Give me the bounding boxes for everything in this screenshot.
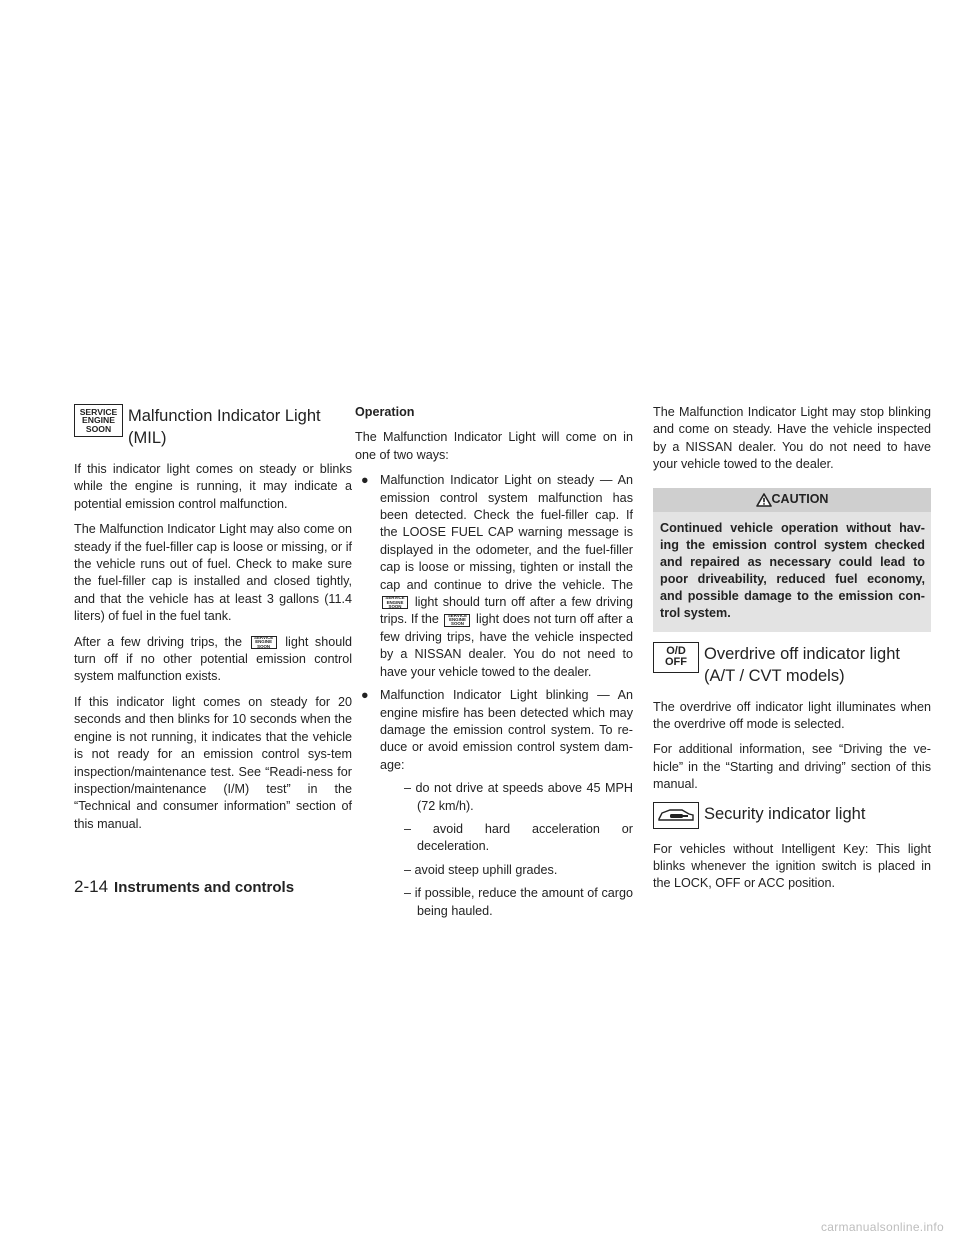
list-item	[355, 472, 633, 681]
dash-list	[380, 780, 633, 920]
column-2	[355, 404, 633, 926]
caution-title: CAUTION	[771, 491, 829, 506]
mil-paragraph-2: The Malfunction Indicator Light may also come on steady if the fuel-filler cap is loose or missing, or if the vehicle runs out of fuel. Check to make sure the fuel-filler cap is installed and closed tightly, and that the vehicle has at least 3 gallons (11.4 liters) of fuel in the fuel tank.	[74, 522, 352, 624]
icon-text-engine: ENGINE	[255, 639, 273, 645]
dash-mark: –	[404, 862, 412, 877]
bullet-1-text-c: light does not turn off after a few driving trips, have the vehicle inspected by a NISSAN dealer. You do not need to have your vehicle towed to the dealer.	[380, 612, 634, 679]
od-paragraph-2: For additional information, see “Driving the ve-hicle” in the “Starting and driving” section of this manual.	[653, 742, 931, 792]
list-item	[380, 862, 633, 879]
service-engine-soon-icon	[251, 636, 277, 649]
bullet-1-text-b: light should turn off after a few driving trips. If the	[380, 595, 633, 627]
icon-text-soon: SOON	[85, 423, 112, 434]
mil-title: Malfunction Indicator Light (MIL)	[128, 407, 321, 447]
caution-box	[653, 488, 931, 632]
dash-item-3: avoid steep uphill grades.	[414, 862, 558, 877]
icon-text-soon: SOON	[388, 603, 402, 609]
list-item	[355, 687, 633, 920]
section-title: Instruments and controls	[114, 879, 295, 896]
icon-text-service: SERVICE	[79, 406, 118, 417]
icon-text-soon: SOON	[257, 643, 271, 649]
list-item	[380, 885, 633, 920]
dash-mark: –	[404, 886, 412, 901]
dash-mark: –	[404, 781, 412, 796]
icon-text-od: O/D	[666, 645, 686, 658]
bullet-icon: ●	[361, 473, 369, 488]
list-item	[380, 821, 633, 856]
icon-text-engine: ENGINE	[82, 415, 115, 426]
watermark-text: carmanualsonline.info	[820, 1220, 944, 1234]
bullet-2-text: Malfunction Indicator Light blinking — An engine misfire has been detected which may damage the emission control system. To re-duce or avoid emission control system dam-age:	[380, 688, 633, 772]
page-footer	[74, 877, 294, 897]
car-key-icon	[656, 805, 696, 825]
service-engine-soon-icon	[444, 614, 470, 627]
column-3	[653, 404, 931, 901]
service-engine-soon-icon	[382, 596, 408, 609]
operation-intro: The Malfunction Indicator Light will come on in one of two ways:	[355, 430, 633, 462]
security-title: Security indicator light	[704, 804, 866, 823]
mil-paragraph-1: If this indicator light comes on steady or blinks while the engine is running, it may indicate a potential emission control malfunction.	[74, 462, 352, 511]
bullet-icon: ●	[361, 688, 369, 703]
mil-paragraph-4: If this indicator light comes on steady for 20 seconds and then blinks for 10 seconds when the engine is not running, it indicates that the vehicle is not ready for an emission control sys-tem inspection/maintenance test. See “Readi-ness for inspection/maintenance (I/M) test” in the “Technical and consumer information” section of this manual.	[74, 694, 352, 831]
list-item	[380, 780, 633, 815]
warning-triangle-icon	[756, 493, 772, 507]
dash-mark: –	[404, 821, 412, 836]
icon-text-soon: SOON	[451, 621, 464, 627]
icon-text-service: SERVICE	[447, 612, 468, 618]
service-engine-soon-icon	[74, 404, 123, 437]
od-heading	[653, 642, 931, 687]
bullet-1-text-a: Malfunction Indicator Light on steady — An emission control system malfunction has been detected. Check the fuel-filler cap. If the LOOSE FUEL CAP warning message is displayed in the odometer, and the fuel-filler cap is loose or missing, tighten or install the cap and continue to drive the vehicle. The	[380, 473, 633, 592]
security-paragraph-1: For vehicles without Intelligent Key: This light blinks whenever the ignition switch is placed in the LOCK, OFF or ACC position.	[653, 841, 931, 891]
dash-item-2: avoid hard acceleration or deceleration.	[417, 821, 633, 854]
mil-heading	[74, 404, 352, 449]
icon-text-engine: ENGINE	[449, 616, 466, 622]
security-heading	[653, 802, 931, 829]
operation-list	[355, 472, 633, 920]
od-title: Overdrive off indicator light (A/T / CVT models)	[704, 644, 900, 685]
od-paragraph-1: The overdrive off indicator light illuminates when the overdrive off mode is selected.	[653, 699, 931, 732]
icon-text-engine: ENGINE	[386, 599, 404, 605]
operation-heading: Operation	[355, 405, 415, 419]
page-number: 2-14	[74, 877, 109, 896]
mil-p3-end: light should turn off if no other potential emission control system malfunction exists.	[74, 634, 353, 684]
col3-paragraph-1: The Malfunction Indicator Light may stop blinking and come on steady. Have the vehicle inspected by a NISSAN dealer. You do not need to have your vehicle towed to the dealer.	[653, 405, 931, 472]
dash-item-1: do not drive at speeds above 45 MPH (72 km/h).	[415, 781, 633, 813]
icon-text-off: OFF	[665, 656, 687, 669]
od-off-icon	[653, 642, 699, 673]
security-car-key-icon	[653, 802, 699, 829]
caution-text: Continued vehicle operation without hav-ing the emission control system checked and repaired as necessary could lead to poor driveability, reduced fuel economy, and possible damage to the emission con-trol system.	[660, 520, 925, 620]
column-1	[74, 404, 352, 841]
icon-text-service: SERVICE	[385, 595, 405, 601]
icon-text-service: SERVICE	[254, 634, 274, 640]
caution-header	[653, 488, 931, 512]
mil-p3-start: After a few driving trips, the	[74, 634, 243, 649]
dash-item-4: if possible, reduce the amount of cargo being hauled.	[414, 886, 634, 918]
mil-paragraph-3	[74, 634, 352, 686]
